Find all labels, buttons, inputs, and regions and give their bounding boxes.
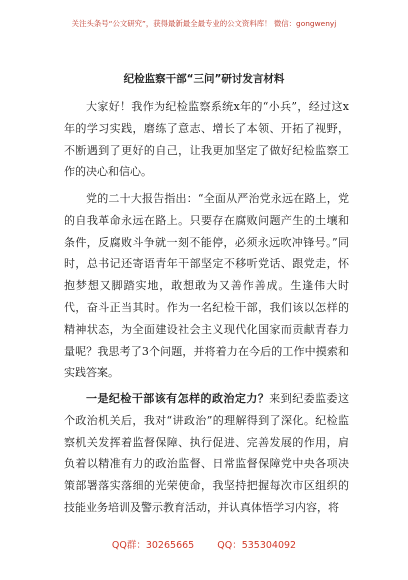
footer-qq: QQ：535304092 <box>217 540 297 551</box>
paragraph-text: 大家好！我作为纪检监察系统x年的“小兵”，经过这x年的学习实践，磨练了意志、增长了本领、开拓了视野，不断遇到了更好的自己，让我更加坚定了做好纪检监察工作的决心和信心。 <box>64 100 349 179</box>
paragraph-question-one <box>64 388 349 519</box>
header-banner: 关注头条号“公文研究”，获得最新最全最专业的公文资料库！ 微信：gongwenyj <box>71 19 337 28</box>
paragraph-lead: 一是纪检干部该有怎样的政治定力？ <box>86 392 270 405</box>
paragraph-intro <box>64 96 349 183</box>
paragraph-text: 党的二十大报告指出：“全面从严治党永远在路上，党的自我革命永远在路上。只要存在腐败问题产生的土壤和条件，反腐败斗争就一刻不能停，必须永远吹冲锋号。”同时，总书记还寄语青年干部坚定不移听党话、跟党走，怀抱梦想又脚踏实地，敢想敢为又善作善成。生逢伟大时代，奋斗正当其时。作为一名纪检干部，我们该以怎样的精神状态，为全面建设社会主义现代化国家而贡献青春力量呢？我思考了3个问题，并将着力在今后的工作中摸索和实践答案。 <box>64 192 349 380</box>
paragraph-text: 来到纪委监委这个政治机关后，我对“讲政治”的理解得到了深化。纪检监察机关发挥着监督保障、执行促进、完善发展的作用，肩负着以精准有力的政治监督、日常监督保障党中央各项决策部署落实落细的光荣使命，我坚持把握每次市区组织的技能业务培训及警示教育活动，并认真体悟学习内容，将 <box>64 392 350 514</box>
footer-contacts <box>0 537 408 551</box>
paragraph-report-quote <box>64 188 349 384</box>
document-title: 纪检监察干部“三问”研讨发言材料 <box>123 73 285 85</box>
footer-qq-group: QQ群：30265665 <box>111 540 195 551</box>
